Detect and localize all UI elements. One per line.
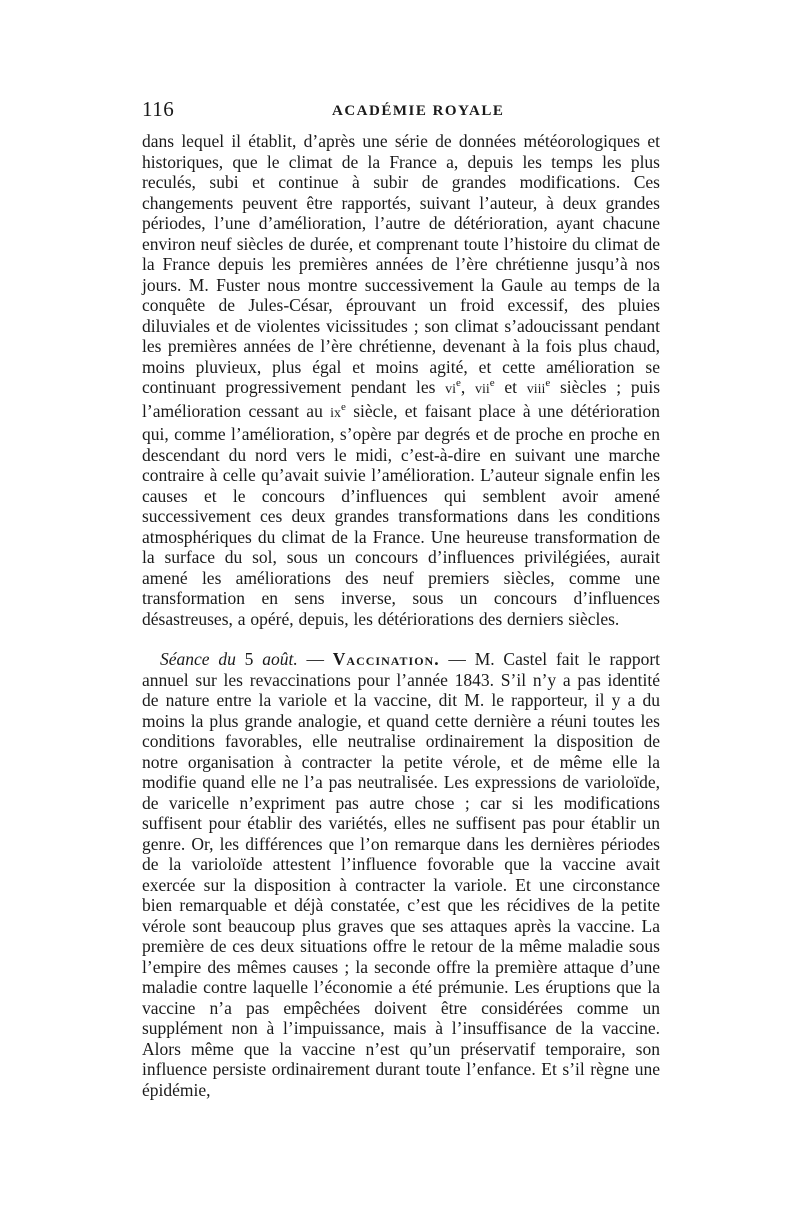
separator: et bbox=[494, 377, 527, 397]
century-viii-sup: e bbox=[545, 377, 551, 390]
century-vii-sup: e bbox=[489, 377, 495, 390]
separator: , bbox=[460, 377, 475, 397]
paragraph-vaccination bbox=[142, 649, 660, 1100]
paragraph-text: siècle, et faisant place à une détérioration qui, comme l’amélioration, s’opère par degrés et de proche en proche en descendant du nord vers le midi, c’est-à-dire en suivant une marche contraire à celle qu’avait suivie l’amélioration. L’auteur signale enfin les causes et le concours d’influences qui semblent avoir amené successivement ces deux grandes transformations dans les conditions atmosphériques du climat de la France. Une heureuse transformation de la surface du sol, sous un concours d’influences privilégiées, aurait amené les améliorations des neuf premiers siècles, comme une transformation en sens inverse, sous un concours d’influences désastreuses, a opéré, depuis, les détériorations des derniers siècles. bbox=[142, 400, 660, 629]
century-vii: vii bbox=[475, 382, 490, 397]
section-heading: Vaccination. bbox=[332, 649, 440, 669]
paragraph-text: dans lequel il établit, d’après une série de données météorologiques et historiques, que le climat de la France a, depuis les temps les plus reculés, subi et continue à subir de grandes modifications. Ces changements peuvent être rapportés, suivant l’auteur, à deux grandes périodes, l’une d’amélioration, l’autre de détérioration, ayant chacune environ neuf siècles de durée, et comprenant toute l’histoire du climat de la France depuis les premières années de l’ère chrétienne jusqu’à nos jours. M. Fuster nous montre successivement la Gaule au temps de la conquête de Jules-César, éprouvant un froid excessif, des pluies diluviales et de violentes vicissitudes ; son climat s’adoucissant pendant les premières années de l’ère chrétienne, devenant à la fois plus chaud, moins pluvieux, plus égal et moins agité, et cette amélioration se continuant progressivement pendant les bbox=[142, 131, 660, 397]
paragraph-climate bbox=[142, 131, 660, 629]
page-number: 116 bbox=[142, 97, 175, 121]
century-ix: ix bbox=[330, 405, 342, 421]
session-day: 5 bbox=[235, 649, 263, 669]
dash: — bbox=[297, 649, 333, 669]
century-vi: vi bbox=[445, 382, 457, 397]
running-title: ACADÉMIE ROYALE bbox=[332, 103, 505, 119]
century-vi-sup: e bbox=[456, 377, 461, 390]
paragraph-text: siècles ; puis l’amélioration cessant au bbox=[142, 377, 661, 421]
century-ix-sup: e bbox=[341, 400, 346, 413]
session-label: Séance du bbox=[160, 649, 236, 669]
century-viii: viii bbox=[526, 382, 546, 397]
paragraph-text: M. Castel fait le rapport annuel sur les revaccinations pour l’année 1843. S’il n’y a pas identité de nature entre la variole et la vaccine, dit M. le rapporteur, il y a du moins la plus grande analogie, et quand cette dernière a réuni toutes les conditions favorables, elle neutralise ordinairement la disposition de notre organisation à contracter la petite vérole, et de même elle la modifie quand elle ne l’a pas neutralisée. Les expressions de varioloïde, de varicelle n’expriment pas autre chose ; car si les modifications suffisent pour établir des variétés, elles ne suffisent pas pour établir un genre. Or, les différences que l’on remarque dans les dernières périodes de la varioloïde attestent l’influence fovorable que la vaccine avait exercée sur la disposition à contracter la variole. Et une circonstance bien remarquable et déjà constatée, c’est que les récidives de la petite vérole sont beaucoup plus graves que ses attaques après la vaccine. La première de ces deux situations offre le retour de la même maladie sous l’empire des mêmes causes ; la seconde offre la première attaque d’une maladie contre laquelle l’économie a été prémunie. Les éruptions que la vaccine n’a pas empêchées doivent être considérées comme un supplément non à l’impuissance, mais à l’insuffisance de la vaccine. Alors même que la vaccine n’est qu’un préservatif temporaire, son influence persiste ordinairement durant toute l’enfance. Et s’il règne une épidémie, bbox=[142, 649, 661, 1100]
body-text bbox=[142, 131, 660, 1100]
running-head bbox=[142, 97, 660, 123]
dash: — bbox=[439, 649, 475, 669]
session-month: août. bbox=[262, 649, 298, 669]
